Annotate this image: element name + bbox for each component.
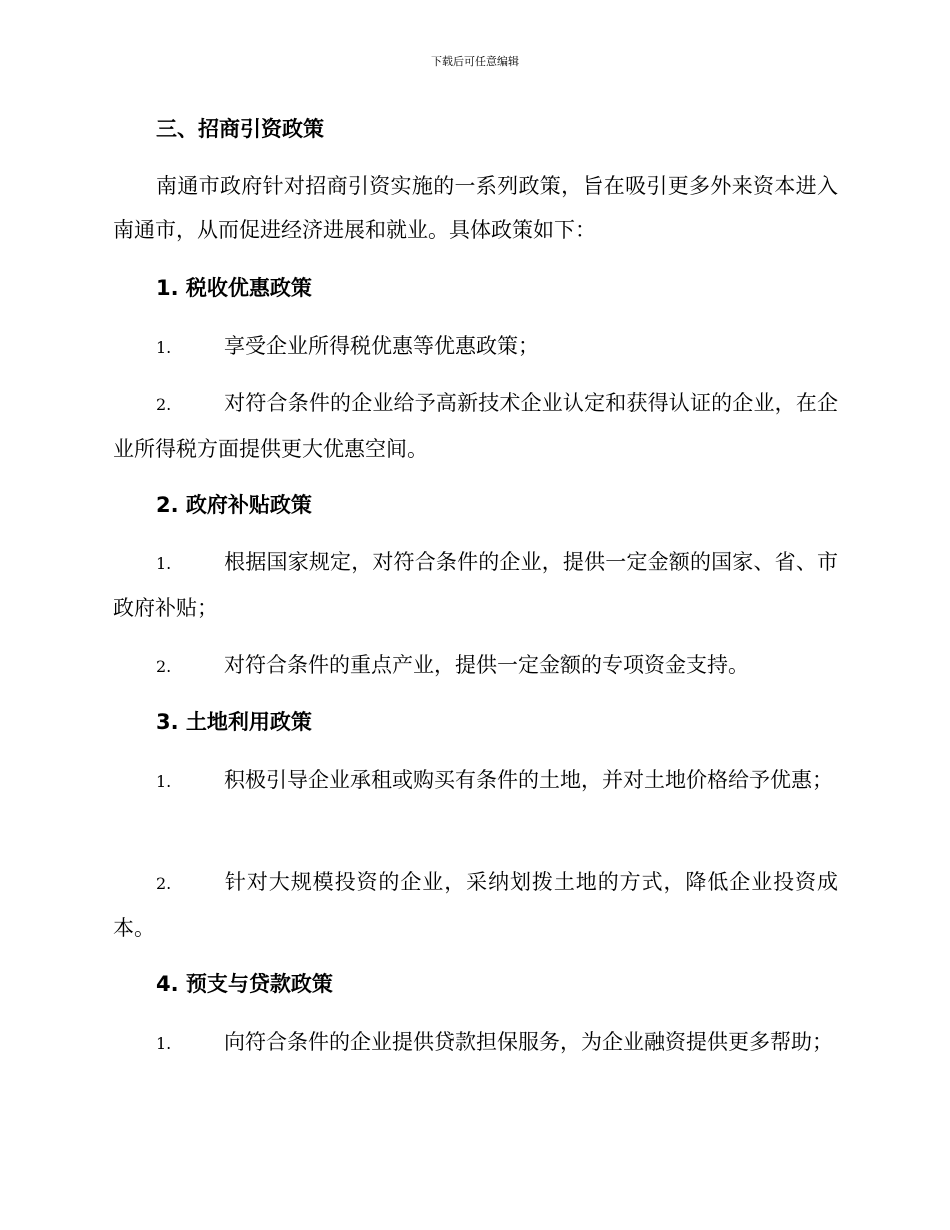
list-item-text: 享受企业所得税优惠等优惠政策； [224, 334, 539, 358]
policy-heading-loan: 4. 预支与贷款政策 [156, 972, 333, 996]
list-item [113, 381, 838, 471]
list-item-text: 对符合条件的企业给予高新技术企业认定和获得认证的企业，在企业所得税方面提供更大优惠空间。 [113, 391, 838, 461]
list-number: 2. [156, 395, 172, 414]
list-number: 1. [156, 1034, 172, 1053]
section-title: 三、招商引资政策 [156, 117, 324, 141]
list-item [113, 1020, 838, 1066]
list-item [113, 643, 838, 689]
list-item-text: 针对大规模投资的企业，采纳划拨土地的方式，降低企业投资成本。 [113, 870, 838, 940]
list-item [113, 540, 838, 630]
list-item [113, 860, 838, 950]
list-number: 2. [156, 657, 172, 676]
list-item [113, 758, 838, 804]
list-number: 1. [156, 338, 172, 357]
list-number: 2. [156, 874, 172, 893]
list-number: 1. [156, 772, 172, 791]
list-item-text: 根据国家规定，对符合条件的企业，提供一定金额的国家、省、市政府补贴； [113, 550, 838, 620]
list-number: 1. [156, 554, 172, 573]
list-item-text: 对符合条件的重点产业，提供一定金额的专项资金支持。 [224, 653, 749, 677]
policy-heading-tax: 1. 税收优惠政策 [156, 276, 312, 300]
list-item [113, 324, 838, 370]
list-item-text: 向符合条件的企业提供贷款担保服务，为企业融资提供更多帮助； [224, 1030, 833, 1054]
page-header: 下载后可任意编辑 [431, 55, 519, 68]
list-item-text: 积极引导企业承租或购买有条件的土地，并对土地价格给予优惠； [224, 768, 833, 792]
intro-paragraph: 南通市政府针对招商引资实施的一系列政策，旨在吸引更多外来资本进入南通市，从而促进经济进展和就业。具体政策如下： [113, 174, 838, 242]
policy-heading-land: 3. 土地利用政策 [156, 710, 312, 734]
policy-heading-subsidy: 2. 政府补贴政策 [156, 493, 312, 517]
